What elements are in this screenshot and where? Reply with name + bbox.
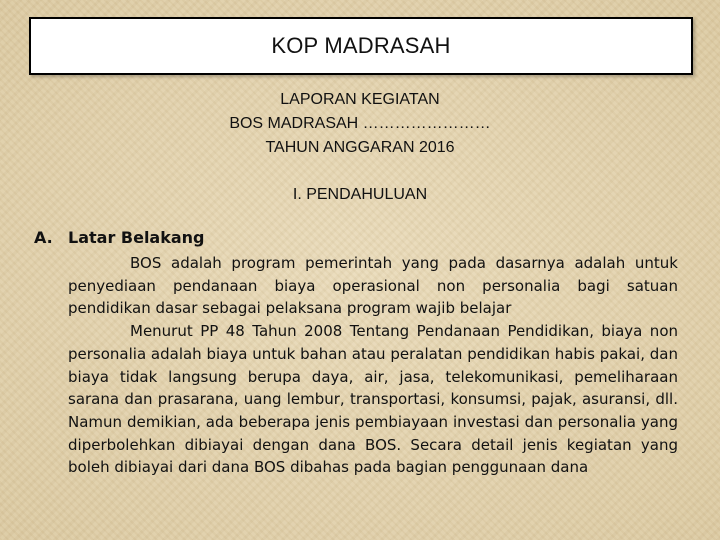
report-title-line-1: LAPORAN KEGIATAN [280, 91, 440, 108]
section-title: Latar Belakang [68, 228, 205, 247]
report-title-line-2: BOS MADRASAH …………………… [229, 115, 491, 132]
paragraph-2: Menurut PP 48 Tahun 2008 Tentang Pendanaan Pendidikan, biaya non personalia adalah biaya untuk bahan atau peralatan pendidikan habis pakai, dan biaya tidak langsung berupa daya, air, jasa, telekomunikasi, pemeliharaan sarana dan prasarana, uang lembur, transportasi, konsumsi, pajak, asuransi, dll. Namun demikian, ada beberapa jenis pembiayaan investasi dan personalia yang diperbolehkan dibiayai dengan dana BOS. Secara detail jenis kegiatan yang boleh dibiayai dari dana BOS dibahas pada bagian penggunaan dana [68, 322, 678, 477]
letterhead-box [29, 17, 693, 75]
letterhead-title: KOP MADRASAH [271, 33, 451, 58]
section-letter: A. [34, 228, 53, 247]
section-body [68, 252, 678, 479]
chapter-heading: I. PENDAHULUAN [292, 186, 428, 203]
paragraph-1: BOS adalah program pemerintah yang pada dasarnya adalah untuk penyediaan pendanaan biaya operasional non personalia bagi satuan pendidikan dasar sebagai pelaksana program wajib belajar [68, 254, 678, 318]
report-title-line-3: TAHUN ANGGARAN 2016 [265, 139, 455, 156]
